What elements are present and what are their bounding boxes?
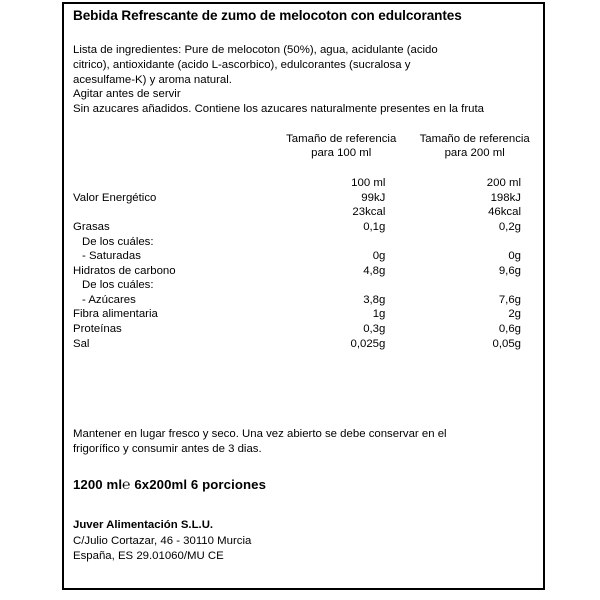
header-col-100ml-line1: Tamaño de referencia (286, 133, 397, 146)
header-col-100ml-line2: para 100 ml (311, 146, 372, 159)
nutrition-row-label: - Saturadas (82, 250, 141, 263)
ingredients-line-3: acesulfame-K) y aroma natural. (73, 73, 232, 86)
nutrition-row-value-100ml: 0,025g (350, 337, 386, 350)
nutrition-row (73, 307, 534, 322)
nutrition-row-value-200ml: 2g (508, 308, 521, 321)
nutrition-row-label: Hidratos de carbono (73, 264, 176, 277)
header-col-200ml (415, 133, 534, 162)
storage-line-2: frigorífico y consumir antes de 3 dias. (73, 442, 262, 455)
nutrition-row-value-100ml: 99kJ (361, 191, 386, 204)
serving-size-value-100ml: 100 ml (351, 177, 386, 190)
nutrition-row-value-200ml (415, 235, 534, 250)
nutrition-row-label: De los cuáles: (82, 235, 154, 248)
estimated-sign-icon: ℮ (122, 476, 131, 493)
nutrition-row-value-200ml: 0,05g (492, 337, 521, 350)
nutrition-row-label: - Azúcares (82, 293, 136, 306)
nutrition-row-value-200ml (415, 278, 534, 293)
nutrition-row-value-100ml: 0,1g (363, 220, 386, 233)
header-col-200ml-line2: para 200 ml (444, 146, 505, 159)
nutrition-row-value-200ml: 0,6g (498, 323, 521, 336)
nutrition-row (73, 235, 534, 250)
storage-section (64, 427, 543, 456)
nutrition-row-label: Grasas (73, 220, 110, 233)
nutrition-label-panel (62, 2, 545, 590)
nutrition-row-value-200ml: 7,6g (498, 293, 521, 306)
nutrition-row-label: Fibra alimentaria (73, 308, 158, 321)
nutrition-row-label: Sal (73, 337, 90, 350)
nutrition-row-value-100ml: 23kcal (352, 206, 386, 219)
nutrition-row-value-100ml: 0,3g (363, 323, 386, 336)
table-header-row (73, 133, 534, 162)
nutrition-table-body (73, 191, 534, 352)
nutrition-table-head (73, 133, 534, 190)
nutrition-row-value-100ml (281, 278, 415, 293)
company-address: C/Julio Cortazar, 46 - 30110 Murcia (73, 534, 252, 547)
nutrition-row-value-200ml: 9,6g (498, 264, 521, 277)
serving-size-label (73, 176, 281, 191)
nutrition-row-label: Proteínas (73, 323, 122, 336)
nutrition-row-label: Valor Energético (73, 191, 157, 204)
serving-size-value-200ml: 200 ml (486, 177, 521, 190)
company-country-code: España, ES 29.01060/MU CE (73, 550, 224, 563)
volume-section (64, 476, 543, 492)
header-label-col (73, 133, 281, 162)
ingredients-line-2: citrico), antioxidante (acido L-ascorbico), edulcorantes (sucralosa y (73, 58, 411, 71)
company-section (64, 518, 543, 564)
no-added-sugar-note: Sin azucares añadidos. Contiene los azucares naturalmente presentes en la fruta (73, 102, 484, 115)
nutrition-row (73, 264, 534, 279)
header-spacer-row (73, 162, 534, 176)
serving-size-row (73, 176, 534, 191)
nutrition-row-value-200ml: 46kcal (488, 206, 521, 219)
header-col-200ml-line1: Tamaño de referencia (419, 133, 530, 146)
nutrition-row-label (73, 205, 281, 220)
storage-line-1: Mantener en lugar fresco y seco. Una vez abierto se debe conservar en el (73, 428, 447, 441)
nutrition-row-value-100ml: 0g (372, 250, 386, 263)
nutrition-row (73, 249, 534, 264)
nutrition-table (73, 133, 534, 351)
nutrition-row (73, 278, 534, 293)
nutrition-section (64, 133, 543, 351)
nutrition-row-value-200ml: 0,2g (498, 220, 521, 233)
nutrition-row-label: De los cuáles: (82, 279, 154, 292)
nutrition-row-value-100ml (281, 235, 415, 250)
nutrition-row-value-100ml: 1g (372, 308, 386, 321)
header-col-100ml (281, 133, 415, 162)
ingredients-section (64, 43, 543, 116)
nutrition-row (73, 191, 534, 206)
nutrition-row-value-200ml: 198kJ (490, 191, 521, 204)
nutrition-row-value-100ml: 4,8g (363, 264, 386, 277)
nutrition-row (73, 337, 534, 352)
volume-format: 6x200ml 6 porciones (130, 477, 267, 493)
nutrition-row-value-100ml: 3,8g (363, 293, 386, 306)
nutrition-row-value-200ml: 0g (508, 250, 521, 263)
product-title: Bebida Refrescante de zumo de melocoton con edulcorantes (73, 8, 462, 23)
company-name: Juver Alimentación S.L.U. (73, 519, 214, 532)
volume-amount: 1200 ml (73, 477, 123, 493)
nutrition-row (73, 205, 534, 220)
ingredients-line-1: Lista de ingredientes: Pure de melocoton (50%), agua, acidulante (acido (73, 44, 438, 57)
shake-instruction: Agitar antes de servir (73, 88, 181, 101)
title-section (64, 4, 543, 25)
nutrition-row (73, 322, 534, 337)
nutrition-row (73, 293, 534, 308)
nutrition-row (73, 220, 534, 235)
